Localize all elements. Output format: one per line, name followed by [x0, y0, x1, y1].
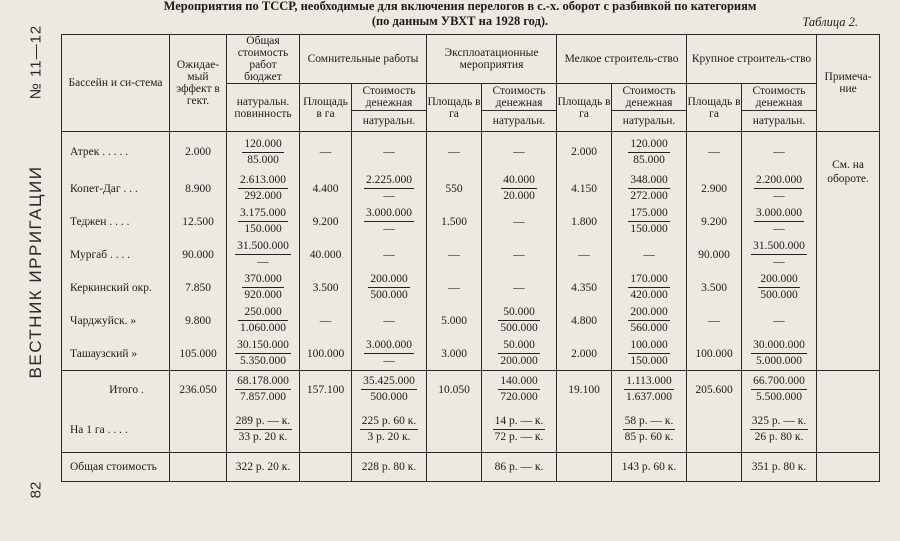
row-name: Общая стоимость [70, 460, 157, 473]
row-name: Мургаб . . . . [70, 248, 131, 261]
effect-value: 90.000 [182, 248, 214, 261]
total-cost-value: $\frac{68.178.000}{7.857.000}$ [237, 375, 289, 403]
small-area: — [578, 248, 590, 261]
small-area: 4.150 [571, 182, 597, 195]
header-d-area: Площадь в га [300, 84, 352, 132]
doubtful-cost: — [383, 146, 395, 158]
total-row [62, 371, 880, 409]
effect-value: 105.000 [179, 347, 217, 360]
small-cost: $\frac{100.000}{150.000}$ [630, 339, 668, 367]
effect-value: 7.850 [185, 281, 211, 294]
exploit-area: — [448, 248, 460, 261]
exploit-area: 5.000 [441, 314, 467, 327]
caption-line-1: Мероприятия по ТССР, необходимые для включения перелогов в с.-х. оборот с разбивкой по категориям [163, 0, 757, 13]
row-name: Копет-Даг . . . [70, 182, 138, 195]
header-natural: натуральн. повинность [227, 84, 300, 132]
large-area: 3.500 [701, 281, 727, 294]
doubtful-area: 9.200 [312, 215, 339, 228]
table-caption [90, 0, 830, 29]
total-cost-value: 322 р. 20 к. [235, 460, 291, 473]
caption-line-2: (по данным УВХТ на 1928 год). [371, 14, 549, 28]
row-name: Керкинский окр. [70, 281, 152, 294]
doubtful-area: 4.400 [312, 182, 339, 195]
doubtful-area: 3.500 [312, 281, 339, 294]
table-row [62, 304, 880, 337]
exploit-area: 1.500 [441, 215, 467, 228]
header-s-area: Площадь в га [557, 84, 612, 132]
data-table [61, 34, 880, 482]
small-area: 1.800 [571, 215, 597, 228]
table-row [62, 238, 880, 271]
header-l-area: Площадь в га [687, 84, 742, 132]
exploit-cost: — [513, 146, 525, 158]
exploit-cost: 86 р. — к. [494, 460, 544, 473]
header-s-natural: натуральн. [612, 111, 687, 132]
exploit-area: — [448, 281, 460, 294]
header-total-cost: Общая стоимость работ бюджет [227, 35, 300, 84]
doubtful-cost: 3.000.000 — [366, 207, 412, 235]
exploit-area: 10.050 [438, 383, 470, 396]
small-cost: 143 р. 60 к. [621, 460, 677, 473]
large-cost: 3.000.000 — [756, 207, 803, 235]
effect-value: 2.000 [185, 146, 211, 158]
doubtful-area: 40.000 [309, 248, 342, 261]
large-cost: $\frac{200.000}{500.000}$ [760, 273, 798, 301]
doubtful-cost: 225 р. 60 к. 3 р. 20 к. [361, 415, 417, 444]
row-name: Атрек . . . . . [70, 146, 129, 158]
large-area: 205.600 [695, 383, 733, 396]
exploit-cost: $\frac{50.000}{200.000}$ [500, 339, 538, 367]
exploit-cost: $\frac{50.000}{500.000}$ [500, 306, 538, 334]
total-cost-value: $\frac{3.175.000}{150.000}$ [240, 207, 286, 235]
header-e-natural: натуральн. [482, 111, 557, 132]
header-small: Мелкое строитель-ство [557, 35, 687, 84]
small-area: 4.800 [571, 314, 597, 327]
total-cost-value: $\frac{120.000}{85.000}$ [244, 137, 282, 166]
doubtful-cost: — [383, 248, 395, 261]
header-basin: Бассейн и си-стема [62, 35, 170, 132]
exploit-cost: $\frac{140.000}{720.000}$ [500, 375, 538, 403]
table-number: Таблица 2. [802, 15, 858, 29]
exploit-area: 3.000 [441, 347, 467, 360]
total-cost-value: 289 р. — к. 33 р. 20 к. [235, 415, 291, 444]
large-cost: $\frac{66.700.000}{5.500.000}$ [753, 375, 805, 403]
journal-title: ВЕСТНИК ИРРИГАЦИИ [26, 165, 45, 379]
doubtful-area: 157.100 [306, 383, 345, 396]
small-cost: — [643, 248, 655, 261]
effect-value: 236.050 [179, 383, 217, 396]
table-header [62, 35, 880, 132]
exploit-cost: — [513, 248, 525, 261]
header-large: Крупное строитель-ство [687, 35, 817, 84]
header-notes: Примеча-ние [817, 35, 880, 132]
small-cost: 58 р. — к. 85 р. 60 к. [624, 415, 674, 444]
doubtful-cost: $\frac{200.000}{500.000}$ [370, 273, 408, 301]
large-area: 9.200 [701, 215, 727, 228]
page-margin [0, 0, 62, 541]
large-cost: $\frac{30.000.000}{5.000.000}$ [753, 339, 805, 367]
row-name: На 1 га . . . . [70, 423, 128, 436]
small-cost: $\frac{120.000}{85.000}$ [630, 137, 668, 166]
per-hectare-row [62, 408, 880, 452]
total-cost-value: $\frac{370.000}{920.000}$ [244, 273, 282, 301]
large-area: 90.000 [698, 248, 730, 261]
exploit-cost: — [513, 281, 525, 294]
small-cost: $\frac{200.000}{560.000}$ [630, 306, 668, 334]
effect-value: 9.800 [185, 314, 211, 327]
total-cost-value: 31.500.000 — [237, 240, 289, 268]
small-cost: $\frac{170.000}{420.000}$ [630, 273, 668, 301]
page-number: 82 [27, 481, 45, 499]
large-area: 2.900 [701, 182, 727, 195]
doubtful-cost: 2.225.000 — [366, 174, 412, 202]
header-e-cost: Стоимость денежная [482, 84, 557, 111]
header-d-natural: натуральн. [352, 111, 427, 132]
large-cost: 325 р. — к. 26 р. 80 к. [751, 415, 807, 444]
doubtful-area: 100.000 [306, 347, 345, 360]
notes-text: См. на обороте. [827, 159, 869, 185]
table-body [62, 132, 880, 482]
total-cost-value: $\frac{2.613.000}{292.000}$ [240, 174, 286, 202]
large-cost: 31.500.000 — [753, 240, 805, 268]
small-area: 4.350 [571, 281, 597, 294]
table-row [62, 271, 880, 304]
effect-value: 8.900 [185, 182, 211, 195]
large-cost: — [773, 314, 785, 327]
table-row [62, 172, 880, 205]
row-name: Ташаузский » [70, 347, 138, 360]
header-l-natural: натуральн. [742, 111, 817, 132]
large-cost: — [773, 146, 785, 158]
doubtful-cost: — [383, 314, 395, 327]
doubtful-cost: $\frac{35.425.000}{500.000}$ [363, 375, 415, 403]
exploit-cost: 14 р. — к. 72 р. — к. [494, 415, 544, 444]
header-doubtful: Сомнительные работы [300, 35, 427, 84]
header-effect: Ожидае-мый эффект в гект. [170, 35, 227, 132]
large-area: — [708, 146, 720, 158]
small-area: 2.000 [571, 347, 597, 360]
exploit-cost: $\frac{40.000}{20.000}$ [503, 174, 535, 202]
table-row [62, 337, 880, 371]
effect-value: 12.500 [182, 215, 214, 228]
exploit-cost: — [513, 215, 525, 228]
small-area: 19.100 [568, 383, 600, 396]
table-row [62, 205, 880, 238]
row-name: Итого . [109, 383, 144, 396]
header-exploit: Эксплоатационные мероприятия [427, 35, 557, 84]
doubtful-cost: 228 р. 80 к. [361, 460, 417, 473]
exploit-area: 550 [445, 182, 463, 195]
small-cost: $\frac{348.000}{272.000}$ [630, 174, 668, 202]
large-area: — [708, 314, 720, 327]
large-area: 100.000 [695, 347, 733, 360]
row-name: Чарджуйск. » [70, 314, 137, 327]
table-row [62, 132, 880, 173]
header-s-cost: Стоимость денежная [612, 84, 687, 111]
header-d-cost: Стоимость денежная [352, 84, 427, 111]
doubtful-cost: 3.000.000 — [366, 339, 412, 367]
issue-number: № 11—12 [27, 24, 45, 100]
header-e-area: Площадь в га [427, 84, 482, 132]
small-cost: $\frac{175.000}{150.000}$ [630, 207, 668, 235]
large-cost: 2.200.000 — [756, 174, 803, 202]
header-l-cost: Стоимость денежная [742, 84, 817, 111]
total-cost-value: $\frac{250.000}{1.060.000}$ [240, 306, 286, 334]
doubtful-area: — [319, 314, 332, 327]
overall-cost-row [62, 452, 880, 481]
large-cost: 351 р. 80 к. [751, 460, 807, 473]
small-area: 2.000 [571, 146, 597, 158]
doubtful-area: — [319, 146, 332, 158]
small-cost: $\frac{1.113.000}{1.637.000}$ [626, 375, 673, 403]
total-cost-value: $\frac{30.150.000}{5.350.000}$ [237, 339, 289, 367]
exploit-area: — [448, 146, 460, 158]
row-name: Теджен . . . . [70, 215, 130, 228]
